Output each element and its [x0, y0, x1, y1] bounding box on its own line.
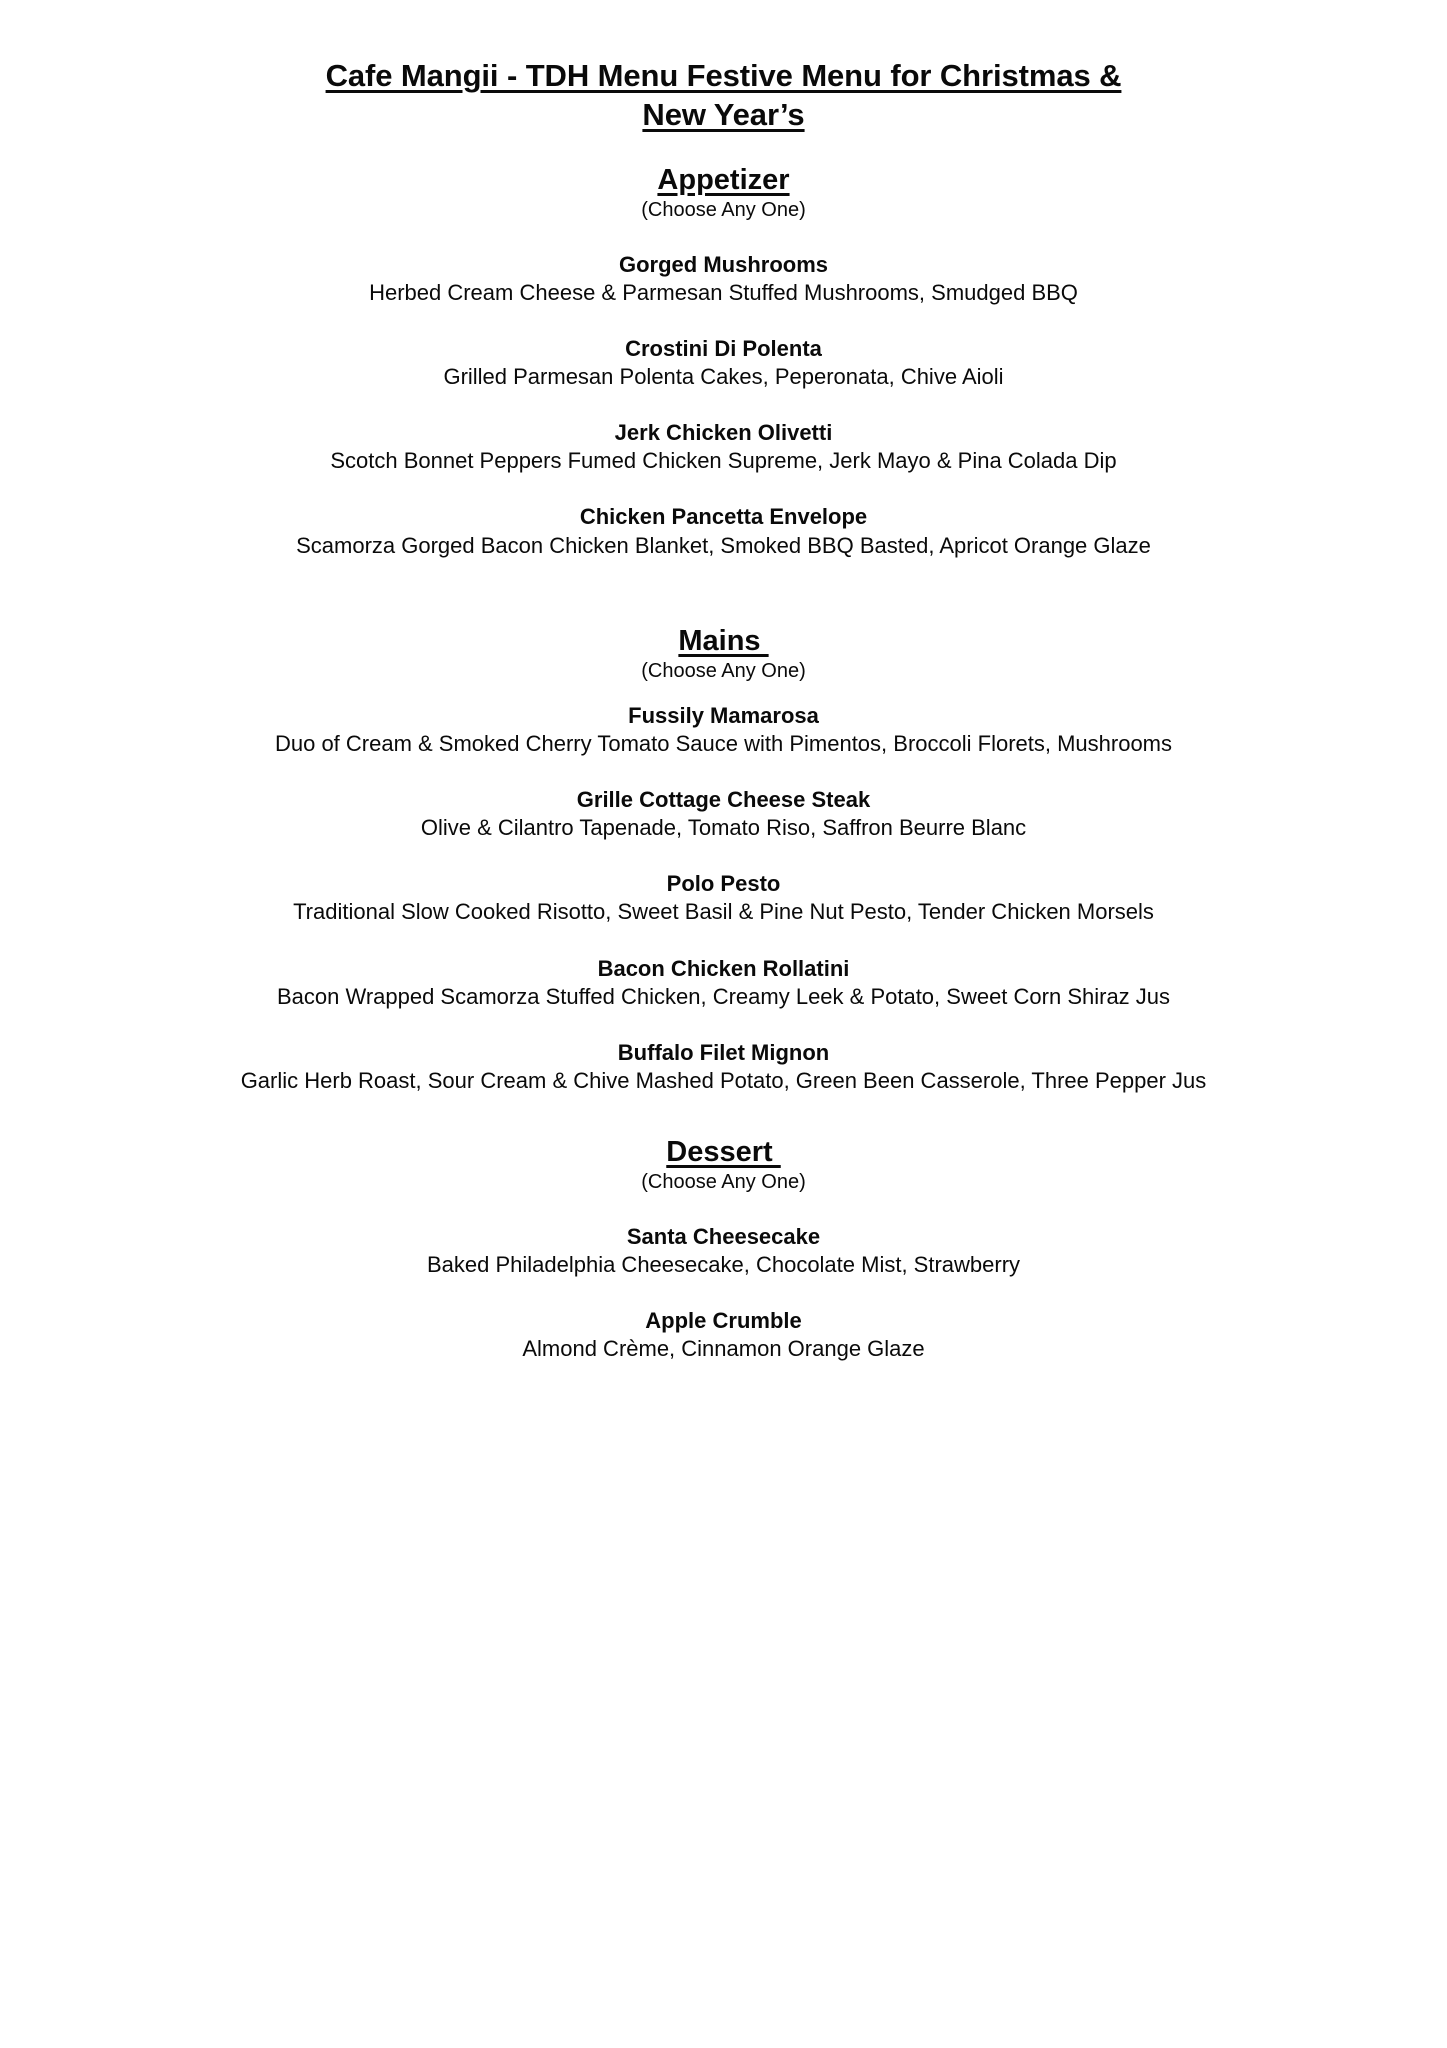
- menu-item-name: Polo Pesto: [666, 871, 781, 897]
- menu-item-name: Crostini Di Polenta: [625, 335, 822, 361]
- menu-item-description: Garlic Herb Roast, Sour Cream & Chive Mashed Potato, Green Been Casserole, Three Pepper Jus: [240, 1067, 1207, 1093]
- menu-item: [150, 955, 1297, 1011]
- menu-item-description: Scamorza Gorged Bacon Chicken Blanket, Smoked BBQ Basted, Apricot Orange Glaze: [296, 532, 1151, 558]
- menu-item-name: Santa Cheesecake: [626, 1223, 821, 1249]
- menu-item-name: Grille Cottage Cheese Steak: [576, 786, 871, 812]
- section-heading-appetizer: Appetizer: [657, 163, 790, 196]
- menu-item: [150, 1223, 1297, 1279]
- menu-item: [150, 335, 1297, 391]
- menu-item: [150, 870, 1297, 926]
- menu-item-name: Apple Crumble: [645, 1308, 802, 1334]
- menu-item-description: Olive & Cilantro Tapenade, Tomato Riso, Saffron Beurre Blanc: [420, 815, 1027, 841]
- section-dessert: [150, 1135, 1297, 1363]
- page-title: [150, 56, 1297, 135]
- section-mains: [150, 624, 1297, 1095]
- menu-item-description: Scotch Bonnet Peppers Fumed Chicken Supreme, Jerk Mayo & Pina Colada Dip: [330, 448, 1117, 474]
- menu-item-name: Buffalo Filet Mignon: [617, 1039, 830, 1065]
- menu-item-description: Baked Philadelphia Cheesecake, Chocolate Mist, Strawberry: [426, 1252, 1021, 1278]
- section-heading-dessert: Dessert: [666, 1136, 781, 1169]
- menu-item: [150, 702, 1297, 758]
- menu-item-description: Traditional Slow Cooked Risotto, Sweet Basil & Pine Nut Pesto, Tender Chicken Morsels: [293, 899, 1154, 925]
- section-subheading-mains: (Choose Any One): [641, 659, 806, 682]
- menu-item-description: Herbed Cream Cheese & Parmesan Stuffed Mushrooms, Smudged BBQ: [369, 279, 1078, 305]
- page-title-line-1: Cafe Mangii - TDH Menu Festive Menu for Christmas &: [325, 58, 1122, 93]
- menu-item-description: Grilled Parmesan Polenta Cakes, Peperonata, Chive Aioli: [443, 363, 1004, 389]
- menu-item-name: Bacon Chicken Rollatini: [597, 955, 850, 981]
- section-appetizer: [150, 163, 1297, 560]
- menu-item-name: Chicken Pancetta Envelope: [579, 504, 868, 530]
- menu-item-description: Bacon Wrapped Scamorza Stuffed Chicken, Creamy Leek & Potato, Sweet Corn Shiraz Jus: [276, 983, 1171, 1009]
- menu-item-description: Duo of Cream & Smoked Cherry Tomato Sauce with Pimentos, Broccoli Florets, Mushrooms: [274, 730, 1173, 756]
- menu-item: [150, 1039, 1297, 1095]
- menu-item: [150, 786, 1297, 842]
- section-heading-mains: Mains: [678, 624, 769, 657]
- menu-item: [150, 251, 1297, 307]
- menu-item-name: Jerk Chicken Olivetti: [614, 420, 833, 446]
- menu-item: [150, 419, 1297, 475]
- page-title-line-2: New Year’s: [642, 97, 805, 133]
- section-subheading-appetizer: (Choose Any One): [641, 198, 806, 221]
- menu-item-name: Gorged Mushrooms: [618, 251, 828, 277]
- menu-item: [150, 1307, 1297, 1363]
- section-subheading-dessert: (Choose Any One): [641, 1170, 806, 1193]
- menu-item-name: Fussily Mamarosa: [628, 702, 819, 728]
- menu-item-description: Almond Crème, Cinnamon Orange Glaze: [522, 1336, 925, 1362]
- menu-item: [150, 503, 1297, 559]
